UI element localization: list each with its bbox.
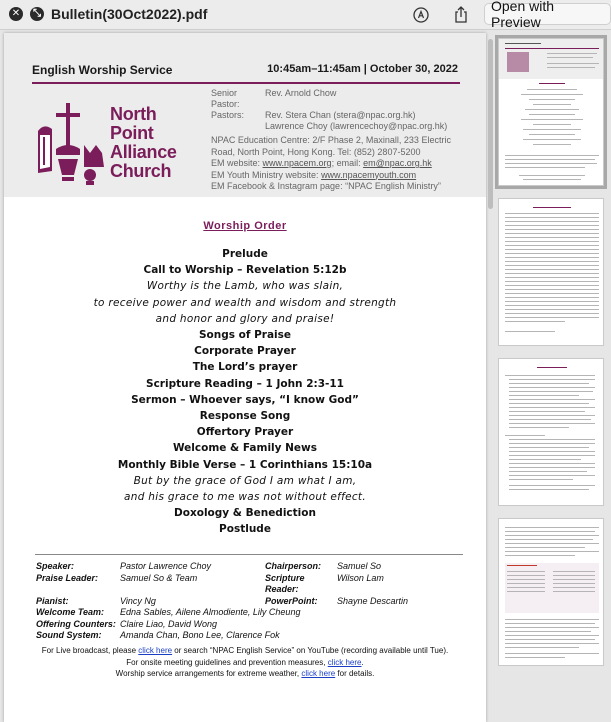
order-item: and honor and glory and praise!: [155, 312, 335, 325]
order-item: Postlude: [219, 523, 271, 536]
share-icon[interactable]: [451, 5, 471, 25]
order-item: Response Song: [199, 410, 291, 423]
order-item: Corporate Prayer: [194, 345, 296, 358]
church-name: North Point Alliance Church: [110, 104, 177, 181]
order-item: But by the grace of God I am what I am,: [133, 474, 357, 487]
worship-order-title: Worship Order: [203, 220, 287, 232]
church-logo-icon: [34, 101, 106, 196]
order-item: Monthly Bible Verse – 1 Corinthians 15:10a: [117, 458, 373, 471]
order-item: Welcome & Family News: [172, 442, 318, 455]
live-broadcast-link[interactable]: click here: [138, 646, 173, 655]
order-item: Songs of Praise: [198, 329, 292, 342]
thumbnail-page-1[interactable]: [498, 38, 604, 186]
open-with-preview-button[interactable]: Open with Preview: [484, 3, 611, 25]
order-item: Offertory Prayer: [196, 426, 294, 439]
staff-list: Senior Pastor: Rev. Arnold Chow Pastors: Rev. Stera Chan (stera@npac.org.hk) Lawrence Choy (lawrencechoy@npac.org.hk): [211, 88, 448, 131]
order-item: Doxology & Benediction: [174, 507, 316, 520]
pdf-page-1: [4, 33, 486, 722]
order-item: to receive power and wealth and wisdom and strength: [93, 296, 397, 309]
service-title: English Worship Service: [32, 63, 173, 77]
thumbnail-page-3[interactable]: [498, 358, 604, 506]
bulletin-footer: For Live broadcast, please click here or search “NPAC English Service” on YouTube (recording available until Tue). For onsite meeting guidelines and prevention measures, click here. Worship service arrangements for extreme weather, click here for details.: [41, 646, 449, 678]
scroll-thumb[interactable]: [488, 39, 493, 209]
em-website-link[interactable]: www.npacem.org: [262, 158, 332, 168]
thumbnail-page-2[interactable]: [498, 198, 604, 346]
youth-website-link[interactable]: www.npacemyouth.com: [321, 169, 417, 180]
em-email-link[interactable]: em@npac.org.hk: [363, 158, 432, 168]
order-item: The Lord’s prayer: [192, 361, 298, 374]
roles-divider: [35, 554, 463, 555]
window-title: Bulletin(30Oct2022).pdf: [51, 6, 208, 22]
markup-icon[interactable]: [411, 5, 431, 25]
service-roles: Speaker: Pastor Lawrence Choy Chairperson: Samuel So Praise Leader: Samuel So & Team Scripture Reader: Wilson Lam Pianist: Vincy Ng PowerPoint: Shayne Descartin Welcome Team: Edna Sables, Ailene Almodiente, Lily Cheung Offering Counters: Claire Liao, David Wong Sound System: Amanda Chan, Bono Lee, Clarence Fok: [36, 561, 409, 640]
order-item: Scripture Reading – 1 John 2:3-11: [146, 377, 344, 390]
worship-order-list: [4, 246, 486, 538]
service-time: 10:45am–11:45am | October 30, 2022: [267, 63, 458, 75]
close-icon[interactable]: ✕: [9, 7, 23, 21]
extreme-weather-link[interactable]: click here: [301, 669, 336, 678]
order-item: and his grace to me was not without effect.: [124, 491, 366, 504]
bulletin-header: [4, 33, 486, 197]
contact-info: NPAC Education Centre: 2/F Phase 2, Maxinall, 233 Electric Road, North Point, Hong Kong. Tel: (852) 2807-5200 EM website: www.npacem.org; email: em@npac.org.hk EM Youth Ministry website: www.npacemyouth.com EM Facebook & Instagram page: “NPAC English Ministry”: [211, 135, 451, 191]
quicklook-titlebar: [0, 0, 611, 30]
header-divider: [32, 82, 460, 84]
order-item: Sermon – Whoever says, “I know God”: [131, 393, 359, 406]
order-item: Worthy is the Lamb, who was slain,: [146, 280, 344, 293]
thumbnail-page-4[interactable]: [498, 518, 604, 666]
order-item: Call to Worship – Revelation 5:12b: [143, 264, 347, 277]
order-item: Prelude: [222, 248, 268, 260]
page-thumbnails: [497, 33, 607, 722]
back-icon[interactable]: ⤡: [30, 7, 44, 21]
vertical-scrollbar[interactable]: [487, 33, 493, 722]
guidelines-link[interactable]: click here: [327, 657, 362, 667]
